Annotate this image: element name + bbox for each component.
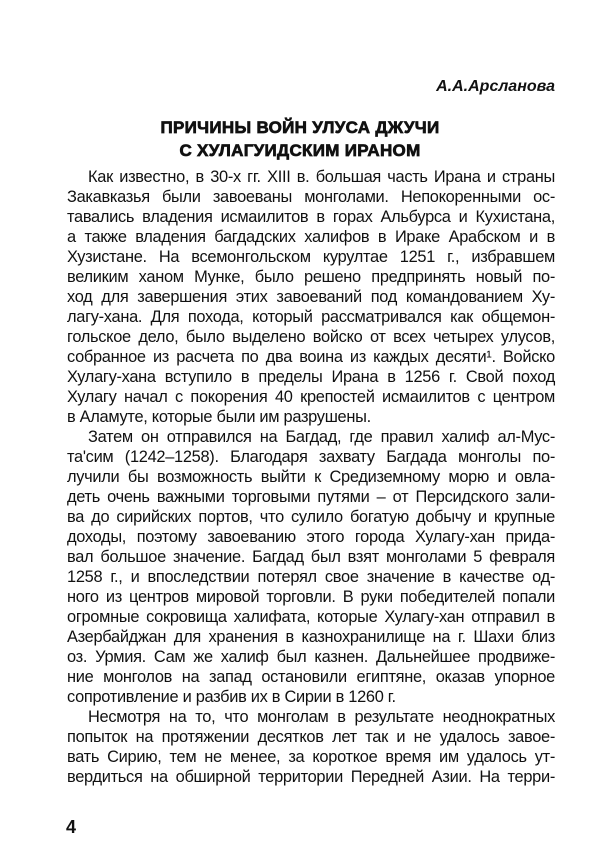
text-line: вал большое значение. Багдад был взят монголами 5 февраля xyxy=(67,548,555,566)
text-line: тавались владения исмаилитов в горах Альбурса и Кухистана, xyxy=(67,208,555,226)
text-line: лагу-хана. Для похода, который рассматривался как общемон- xyxy=(67,308,555,326)
text-line: 1258 г., и впоследствии потерял свое значение в качестве од- xyxy=(67,568,555,586)
text-line: Хузистане. На всемонгольском курултае 1251 г., избравшем xyxy=(67,248,555,266)
text-line: собранное из расчета по два воина из каждых десяти¹. Войско xyxy=(67,348,555,366)
text-line: вать Сирию, тем не менее, за короткое время им удалось ут- xyxy=(67,748,555,766)
text-line: та'сим (1242–1258). Благодаря захвату Багдада монголы по- xyxy=(67,448,555,466)
text-line: ва до сирийских портов, что сулило богатую добычу и крупные xyxy=(67,508,555,526)
text-line: гольское дело, было выделено войско от всех четырех улусов, xyxy=(67,328,555,346)
paragraph xyxy=(67,167,555,427)
paragraph xyxy=(67,707,555,787)
text-line: огромные сокровища халифата, которые Хулагу-хан отправил в xyxy=(67,608,555,626)
article-title xyxy=(0,116,600,162)
text-line: Закавказья были завоеваны монголами. Непокоренными ос- xyxy=(67,188,555,206)
paragraph xyxy=(67,427,555,707)
text-line: оз. Урмия. Сам же халиф был казнен. Дальнейшее продвиже- xyxy=(67,648,555,666)
text-line: сопротивление и разбив их в Сирии в 1260 г. xyxy=(67,688,396,706)
text-line: Несмотря на то, что монголам в результате неоднократных xyxy=(88,708,555,726)
text-line: а также владения багдадских халифов в Ираке Арабском и в xyxy=(67,228,555,246)
text-line: великим ханом Мунке, было решено предпринять новый по- xyxy=(67,268,555,286)
text-line: ход для завершения этих завоеваний под командованием Ху- xyxy=(67,288,555,306)
text-line: Азербайджан для хранения в казнохранилище на г. Шахи близ xyxy=(67,628,555,646)
author-name: А.А.Арсланова xyxy=(436,78,555,95)
title-line: ПРИЧИНЫ ВОЙН УЛУСА ДЖУЧИ xyxy=(160,118,440,137)
text-line: Хулагу-хана вступило в пределы Ирана в 1256 г. Свой поход xyxy=(67,368,555,386)
text-line: Как известно, в 30-х гг. XIII в. большая часть Ирана и страны xyxy=(88,168,555,186)
text-line: деть очень важными торговыми путями – от Персидского зали- xyxy=(67,488,555,506)
text-line: в Аламуте, которые были им разрушены. xyxy=(67,408,371,426)
text-line: ного из центров мировой торговли. В руки победителей попали xyxy=(67,588,555,606)
text-line: Затем он отправился на Багдад, где правил халиф ал-Мус- xyxy=(88,428,555,446)
text-line: лучили бы возможность выйти к Средиземному морю и овла- xyxy=(67,468,555,486)
title-line: С ХУЛАГУИДСКИМ ИРАНОМ xyxy=(179,141,421,160)
text-line: Хулагу начал с покорения 40 крепостей исмаилитов с центром xyxy=(67,388,555,406)
text-line: ние монголов на запад остановили египтяне, оказав упорное xyxy=(67,668,555,686)
article-body xyxy=(67,167,555,787)
text-line: вердиться на обширной территории Передней Азии. На терри- xyxy=(67,768,555,786)
text-line: попыток на протяжении десятков лет так и не удалось завое- xyxy=(67,728,555,746)
page-number: 4 xyxy=(66,817,77,837)
text-line: доходы, поэтому завоеванию этого города Хулагу-хан прида- xyxy=(67,528,555,546)
